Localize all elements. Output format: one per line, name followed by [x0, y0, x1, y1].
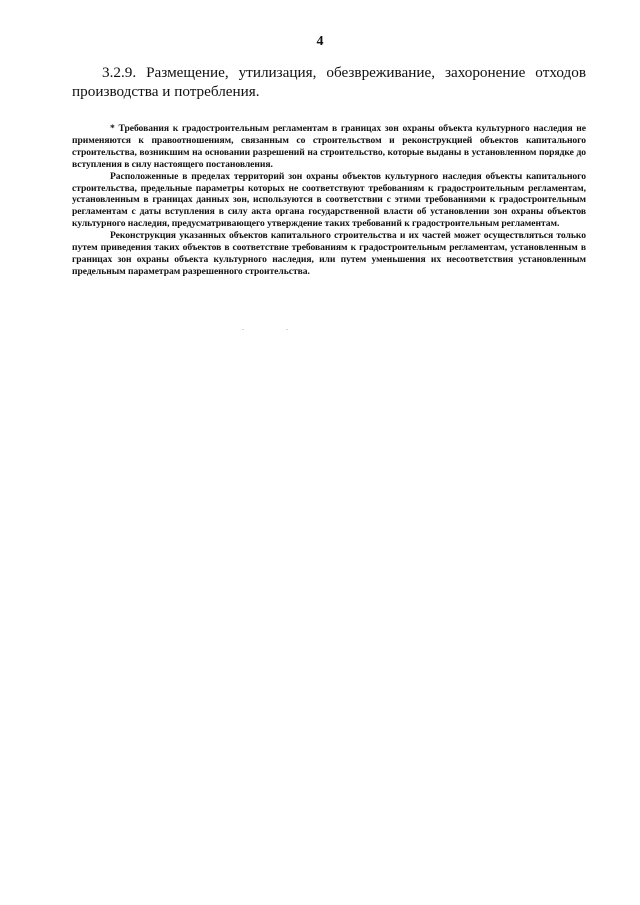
section-heading: 3.2.9. Размещение, утилизация, обезвреживание, захоронение отходов производства и потребления. — [72, 64, 586, 100]
scan-speck — [242, 329, 244, 330]
body-paragraph-reconstruction: Реконструкция указанных объектов капитального строительства и их частей может осуществляться только путем приведения таких объектов в соответствие требованиям к градостроительным регламентам, установленным в границах зон охраны объекта культурного наследия, или путем уменьшения их несоответствия установленным предельным параметрам разрешенного строительства. — [72, 230, 586, 277]
page-number: 4 — [316, 34, 324, 49]
body-paragraph-objects: Расположенные в пределах территорий зон охраны объектов культурного наследия объекты капитального строительства, предельные параметры которых не соответствуют требованиям к градостроительным регламентам, установленным в границах данных зон, используются в соответствии с этими требованиями к градостроительным регламентам с даты вступления в силу акта органа государственной власти об установлении зон охраны объектов культурного наследия, предусматривающего утверждение таких требований к градостроительным регламентам. — [72, 170, 586, 230]
body-text — [72, 123, 586, 278]
scan-speck — [286, 329, 288, 330]
footnote-paragraph: * Требования к градостроительным регламентам в границах зон охраны объекта культурного наследия не применяются к правоотношениям, связанным со строительством и реконструкцией объектов капитального строительства, возникшим на основании разрешений на строительство, которые выданы в установленном порядке до вступления в силу настоящего постановления. — [72, 123, 586, 170]
